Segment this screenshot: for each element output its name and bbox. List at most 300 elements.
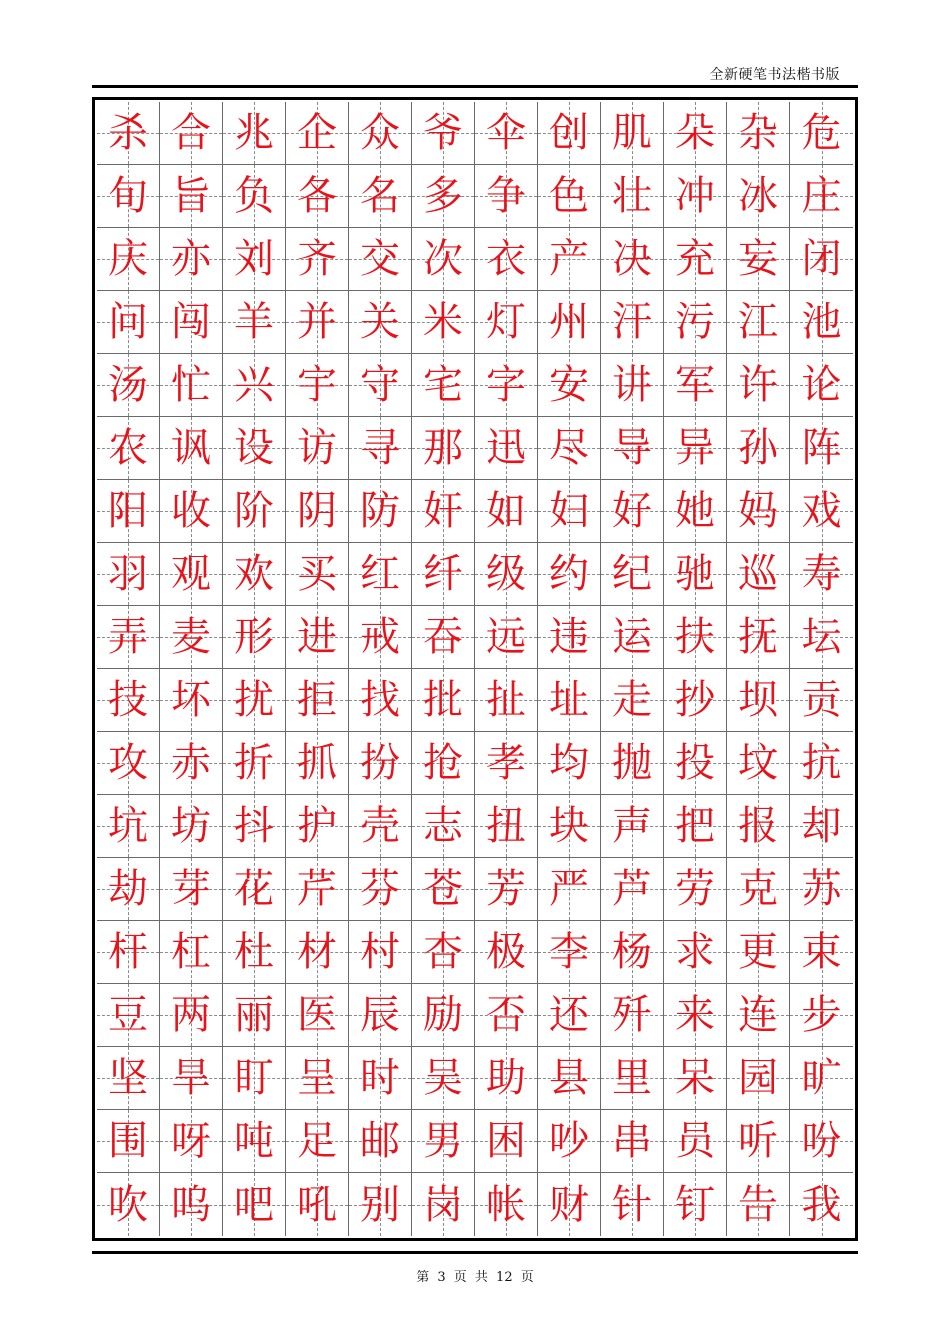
practice-character: 池	[801, 299, 842, 345]
grid-cell	[223, 102, 286, 165]
practice-character: 各	[297, 173, 337, 219]
practice-character: 还	[549, 992, 589, 1038]
grid-cell	[412, 858, 475, 921]
grid-cell	[97, 606, 160, 669]
grid-cell	[790, 921, 853, 984]
practice-character: 危	[801, 110, 842, 156]
grid-cell	[538, 102, 601, 165]
practice-character: 闭	[801, 236, 842, 282]
practice-character: 好	[612, 488, 652, 534]
practice-character: 污	[675, 299, 715, 345]
grid-cell	[160, 480, 223, 543]
practice-character: 齐	[297, 236, 337, 282]
grid-cell	[223, 165, 286, 228]
practice-character: 交	[360, 236, 400, 282]
practice-character: 色	[549, 173, 589, 219]
grid-cell	[727, 354, 790, 417]
grid-cell	[223, 984, 286, 1047]
practice-character: 衣	[486, 236, 526, 282]
practice-character: 弄	[108, 614, 148, 660]
practice-character: 进	[297, 614, 337, 660]
practice-character: 芬	[360, 866, 400, 912]
practice-character: 志	[423, 803, 463, 849]
grid-cell	[349, 858, 412, 921]
grid-cell	[223, 732, 286, 795]
grid-cell	[160, 354, 223, 417]
grid-cell	[727, 732, 790, 795]
grid-cell	[475, 480, 538, 543]
grid-cell	[223, 606, 286, 669]
grid-cell	[538, 543, 601, 606]
grid-cell	[412, 543, 475, 606]
grid-cell	[412, 1110, 475, 1173]
practice-character: 巡	[738, 551, 778, 597]
grid-cell	[349, 354, 412, 417]
practice-character: 坝	[738, 677, 778, 723]
practice-character: 访	[297, 425, 337, 471]
grid-cell	[601, 984, 664, 1047]
practice-character: 均	[549, 740, 589, 786]
practice-character: 并	[297, 299, 337, 345]
practice-character: 抄	[675, 677, 715, 723]
grid-cell	[286, 102, 349, 165]
grid-cell	[727, 669, 790, 732]
practice-character: 芹	[297, 866, 337, 912]
grid-cell	[727, 1047, 790, 1110]
practice-character: 驰	[675, 551, 715, 597]
practice-character: 孙	[738, 425, 778, 471]
grid-cell	[349, 1047, 412, 1110]
practice-character: 杆	[108, 929, 148, 975]
practice-character: 米	[423, 299, 463, 345]
practice-character: 设	[234, 425, 274, 471]
grid-cell	[412, 354, 475, 417]
practice-character: 严	[549, 866, 589, 912]
grid-cell	[286, 669, 349, 732]
practice-character: 拒	[297, 677, 337, 723]
grid-cell	[475, 354, 538, 417]
practice-character: 充	[675, 236, 715, 282]
practice-character: 丽	[234, 992, 274, 1038]
practice-character: 攻	[108, 740, 148, 786]
practice-character: 呜	[171, 1181, 211, 1228]
grid-cell	[601, 165, 664, 228]
practice-character: 抛	[612, 740, 652, 786]
grid-cell	[412, 165, 475, 228]
practice-character: 阳	[108, 488, 148, 534]
grid-cell	[475, 1110, 538, 1173]
practice-character: 豆	[108, 992, 148, 1038]
practice-character: 员	[675, 1118, 715, 1164]
grid-cell	[727, 1173, 790, 1236]
grid-cell	[790, 480, 853, 543]
grid-cell	[727, 165, 790, 228]
practice-character: 伞	[486, 110, 526, 156]
practice-character: 里	[612, 1055, 652, 1101]
grid-cell	[538, 1173, 601, 1236]
grid-cell	[790, 543, 853, 606]
grid-cell	[223, 1173, 286, 1236]
grid-cell	[790, 291, 853, 354]
grid-cell	[97, 354, 160, 417]
practice-character: 级	[486, 551, 526, 597]
grid-cell	[286, 606, 349, 669]
grid-cell	[538, 417, 601, 480]
practice-character: 抖	[234, 803, 274, 849]
grid-cell	[412, 1173, 475, 1236]
practice-character: 合	[171, 110, 211, 156]
practice-character: 奸	[423, 488, 463, 534]
grid-cell	[538, 480, 601, 543]
practice-character: 更	[738, 929, 778, 975]
grid-cell	[223, 480, 286, 543]
practice-character: 男	[423, 1118, 463, 1164]
practice-character: 肌	[612, 110, 652, 156]
practice-character: 羊	[234, 299, 274, 345]
grid-cell	[601, 795, 664, 858]
grid-cell	[223, 795, 286, 858]
practice-character: 岗	[423, 1181, 463, 1228]
grid-cell	[412, 732, 475, 795]
grid-cell	[664, 1173, 727, 1236]
grid-cell	[412, 984, 475, 1047]
practice-character: 扯	[486, 677, 526, 723]
practice-character: 否	[486, 992, 526, 1038]
grid-cell	[727, 921, 790, 984]
grid-cell	[97, 480, 160, 543]
grid-cell	[286, 1173, 349, 1236]
practice-character: 困	[486, 1118, 526, 1164]
practice-character: 扰	[234, 677, 274, 723]
grid-cell	[160, 732, 223, 795]
grid-cell	[601, 1047, 664, 1110]
practice-character: 庆	[108, 236, 148, 282]
practice-character: 告	[738, 1181, 778, 1228]
grid-cell	[97, 417, 160, 480]
grid-cell	[601, 858, 664, 921]
grid-cell	[790, 165, 853, 228]
grid-cell	[727, 417, 790, 480]
practice-character: 我	[801, 1181, 842, 1228]
grid-cell	[160, 1173, 223, 1236]
practice-character: 呆	[675, 1055, 715, 1101]
grid-cell	[349, 291, 412, 354]
practice-character: 县	[549, 1055, 589, 1101]
grid-cell	[286, 480, 349, 543]
practice-character: 杠	[171, 929, 211, 975]
practice-character: 迅	[486, 425, 526, 471]
practice-character: 克	[738, 866, 778, 912]
grid-cell	[349, 102, 412, 165]
grid-cell	[790, 1173, 853, 1236]
practice-character: 抗	[801, 740, 842, 786]
grid-cell	[160, 921, 223, 984]
grid-cell	[97, 732, 160, 795]
practice-character: 吴	[423, 1055, 463, 1101]
grid-cell	[349, 543, 412, 606]
grid-cell	[475, 165, 538, 228]
grid-cell	[349, 606, 412, 669]
practice-character: 关	[360, 299, 400, 345]
practice-character: 闯	[171, 299, 211, 345]
practice-character: 尽	[549, 425, 589, 471]
grid-cell	[790, 354, 853, 417]
practice-character: 财	[549, 1181, 589, 1228]
practice-character: 杂	[738, 110, 778, 156]
practice-character: 旱	[171, 1055, 211, 1101]
practice-character: 吼	[297, 1181, 337, 1228]
grid-cell	[97, 102, 160, 165]
grid-cell	[412, 1047, 475, 1110]
practice-character: 旬	[108, 173, 148, 219]
grid-cell	[790, 669, 853, 732]
practice-character: 爷	[423, 110, 463, 156]
grid-cell	[475, 1173, 538, 1236]
practice-character: 找	[360, 677, 400, 723]
practice-character: 宇	[297, 362, 337, 408]
grid-cell	[160, 606, 223, 669]
grid-cell	[601, 543, 664, 606]
grid-cell	[664, 732, 727, 795]
grid-cell	[601, 102, 664, 165]
grid-cell	[601, 228, 664, 291]
grid-cell	[286, 921, 349, 984]
practice-character: 抓	[297, 740, 337, 786]
practice-character: 她	[675, 488, 715, 534]
practice-character: 旷	[801, 1055, 842, 1101]
grid-cell	[664, 543, 727, 606]
practice-character: 赤	[171, 740, 211, 786]
grid-cell	[790, 858, 853, 921]
practice-character: 报	[738, 803, 778, 849]
practice-character: 址	[549, 677, 589, 723]
grid-cell	[97, 795, 160, 858]
grid-cell	[286, 1047, 349, 1110]
practice-character: 听	[738, 1118, 778, 1164]
practice-character: 坛	[801, 614, 842, 660]
grid-cell	[727, 795, 790, 858]
practice-character: 折	[234, 740, 274, 786]
grid-cell	[475, 795, 538, 858]
grid-cell	[664, 795, 727, 858]
practice-character: 极	[486, 929, 526, 975]
practice-character: 技	[108, 677, 148, 723]
practice-character: 坏	[171, 677, 211, 723]
grid-cell	[223, 858, 286, 921]
practice-character: 江	[738, 299, 778, 345]
grid-cell	[601, 354, 664, 417]
practice-character: 坟	[738, 740, 778, 786]
grid-cell	[538, 984, 601, 1047]
practice-character: 收	[171, 488, 211, 534]
practice-character: 灯	[486, 299, 526, 345]
practice-character: 吧	[234, 1181, 274, 1228]
grid-cell	[286, 291, 349, 354]
grid-cell	[664, 669, 727, 732]
grid-cell	[538, 1110, 601, 1173]
practice-character: 坚	[108, 1055, 148, 1101]
grid-cell	[97, 543, 160, 606]
practice-character: 苏	[801, 866, 842, 912]
grid-cell	[160, 417, 223, 480]
practice-character: 扶	[675, 614, 715, 660]
practice-character: 盯	[234, 1055, 274, 1101]
practice-character: 红	[360, 551, 400, 597]
grid-cell	[349, 1110, 412, 1173]
grid-cell	[790, 417, 853, 480]
practice-character: 杏	[423, 929, 463, 975]
practice-character: 妄	[738, 236, 778, 282]
practice-character: 庄	[801, 173, 842, 219]
grid-cell	[538, 1047, 601, 1110]
grid-cell	[601, 480, 664, 543]
grid-cell	[286, 165, 349, 228]
grid-cell	[97, 291, 160, 354]
practice-character: 吹	[108, 1181, 148, 1228]
practice-character: 观	[171, 551, 211, 597]
grid-cell	[538, 354, 601, 417]
grid-cell	[475, 1047, 538, 1110]
grid-cell	[664, 921, 727, 984]
grid-cell	[664, 984, 727, 1047]
grid-cell	[538, 921, 601, 984]
grid-cell	[601, 921, 664, 984]
practice-character: 戒	[360, 614, 400, 660]
grid-cell	[412, 606, 475, 669]
practice-character: 产	[549, 236, 589, 282]
practice-character: 汗	[612, 299, 652, 345]
practice-character: 阴	[297, 488, 337, 534]
grid-cell	[412, 417, 475, 480]
practice-character: 吞	[423, 614, 463, 660]
practice-character: 投	[675, 740, 715, 786]
grid-cell	[475, 984, 538, 1047]
grid-cell	[412, 102, 475, 165]
grid-cell	[412, 228, 475, 291]
grid-cell	[286, 858, 349, 921]
character-grid	[97, 102, 853, 1236]
grid-cell	[286, 228, 349, 291]
grid-cell	[790, 228, 853, 291]
practice-character: 助	[486, 1055, 526, 1101]
grid-cell	[475, 543, 538, 606]
practice-character: 呈	[297, 1055, 337, 1101]
grid-cell	[160, 669, 223, 732]
practice-character: 杨	[612, 929, 652, 975]
grid-cell	[349, 669, 412, 732]
practice-character: 歼	[612, 992, 652, 1038]
practice-character: 串	[612, 1118, 652, 1164]
grid-cell	[286, 543, 349, 606]
grid-cell	[160, 984, 223, 1047]
grid-cell	[349, 795, 412, 858]
practice-character: 李	[549, 929, 589, 975]
practice-character: 求	[675, 929, 715, 975]
practice-character: 军	[675, 362, 715, 408]
grid-cell	[412, 480, 475, 543]
grid-cell	[664, 165, 727, 228]
grid-cell	[538, 669, 601, 732]
practice-character: 旨	[171, 173, 211, 219]
grid-cell	[790, 606, 853, 669]
practice-character: 帐	[486, 1181, 526, 1228]
grid-cell	[538, 165, 601, 228]
practice-character: 守	[360, 362, 400, 408]
grid-cell	[475, 291, 538, 354]
practice-character: 寻	[360, 425, 400, 471]
grid-cell	[664, 480, 727, 543]
practice-character: 纤	[423, 551, 463, 597]
practice-character: 名	[360, 173, 400, 219]
practice-character: 问	[108, 299, 148, 345]
grid-cell	[286, 417, 349, 480]
grid-cell	[286, 984, 349, 1047]
practice-character: 违	[549, 614, 589, 660]
practice-character: 扭	[486, 803, 526, 849]
practice-character: 负	[234, 173, 274, 219]
practice-character: 围	[108, 1118, 148, 1164]
practice-character: 杜	[234, 929, 274, 975]
grid-cell	[790, 795, 853, 858]
grid-cell	[664, 858, 727, 921]
grid-cell	[475, 228, 538, 291]
grid-cell	[349, 921, 412, 984]
practice-character: 刘	[234, 236, 274, 282]
practice-character: 阶	[234, 488, 274, 534]
grid-cell	[223, 921, 286, 984]
practice-character: 多	[423, 173, 463, 219]
grid-cell	[601, 291, 664, 354]
grid-cell	[223, 669, 286, 732]
practice-character: 次	[423, 236, 463, 282]
grid-cell	[160, 1110, 223, 1173]
grid-cell	[664, 291, 727, 354]
grid-cell	[223, 291, 286, 354]
grid-cell	[727, 1110, 790, 1173]
practice-character: 讲	[612, 362, 652, 408]
practice-character: 纪	[612, 551, 652, 597]
practice-character: 贡	[801, 677, 842, 723]
grid-cell	[286, 1110, 349, 1173]
practice-character: 防	[360, 488, 400, 534]
page-number: 第 3 页 共 12 页	[416, 1270, 534, 1285]
grid-cell	[223, 1047, 286, 1110]
practice-character: 芦	[612, 866, 652, 912]
grid-cell	[97, 1173, 160, 1236]
practice-character: 批	[423, 677, 463, 723]
practice-character: 许	[738, 362, 778, 408]
grid-cell	[727, 984, 790, 1047]
practice-character: 足	[297, 1118, 337, 1164]
grid-cell	[97, 228, 160, 291]
practice-character: 别	[360, 1181, 400, 1228]
practice-character: 欢	[234, 551, 274, 597]
grid-cell	[349, 417, 412, 480]
grid-cell	[286, 354, 349, 417]
grid-cell	[160, 543, 223, 606]
practice-character: 劫	[108, 866, 148, 912]
practice-character: 约	[549, 551, 589, 597]
grid-cell	[349, 165, 412, 228]
practice-character: 争	[486, 173, 526, 219]
practice-character: 如	[486, 488, 526, 534]
grid-cell	[727, 606, 790, 669]
practice-character: 朵	[675, 110, 715, 156]
practice-character: 兆	[234, 110, 274, 156]
grid-cell	[97, 165, 160, 228]
grid-cell	[349, 732, 412, 795]
grid-cell	[727, 102, 790, 165]
